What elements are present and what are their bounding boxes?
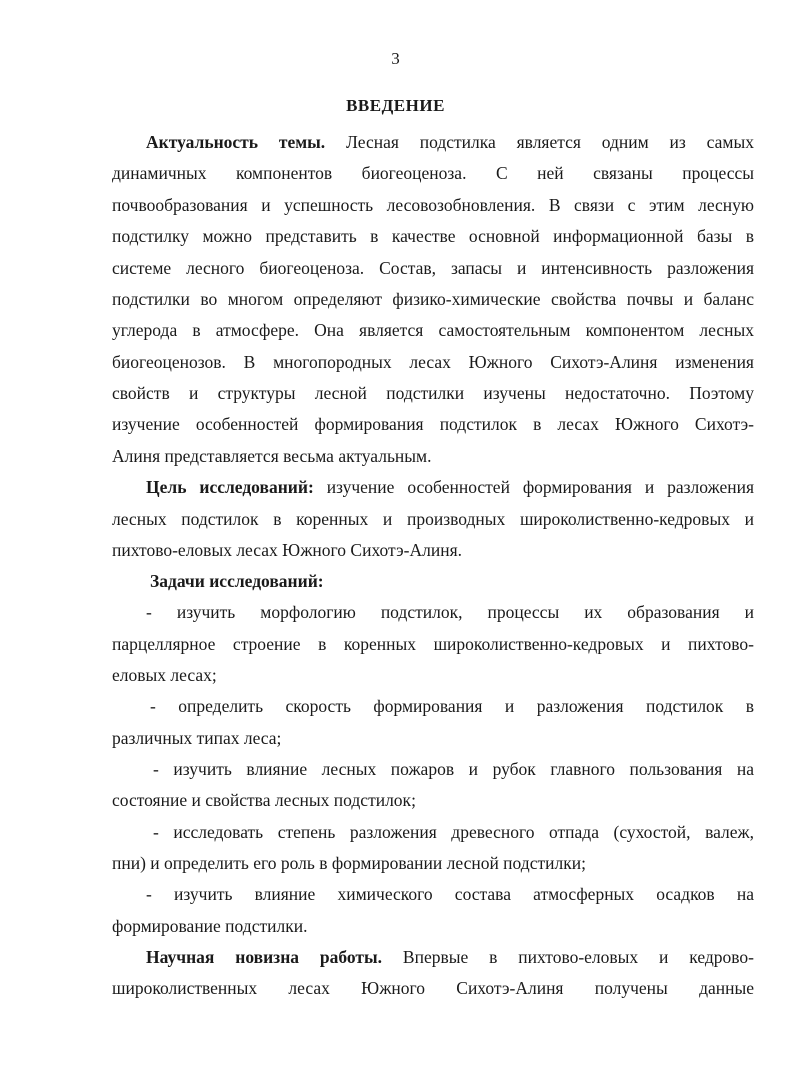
text-line	[112, 225, 754, 247]
line-text: изучение особенностей формирования и разложения	[313, 477, 754, 497]
text-line	[146, 601, 754, 623]
line-text: Алиня представляется весьма актуальным.	[112, 446, 432, 466]
line-text: пихтово-еловых лесах Южного Сихотэ-Алиня.	[112, 540, 462, 560]
text-line	[112, 727, 754, 749]
line-text: - исследовать степень разложения древесного отпада (сухостой, валеж,	[153, 822, 754, 842]
text-line	[112, 351, 754, 373]
page-title: ВВЕДЕНИЕ	[346, 96, 445, 115]
text-line	[112, 664, 754, 686]
line-text: - определить скорость формирования и разложения подстилок в	[150, 696, 754, 716]
line-lead: Актуальность темы.	[146, 132, 326, 152]
text-line	[112, 633, 754, 655]
text-line	[150, 695, 754, 717]
line-text: - изучить влияние химического состава атмосферных осадков на	[146, 884, 754, 904]
text-line	[146, 131, 754, 153]
page-number: 3	[391, 49, 400, 68]
text-line	[112, 445, 754, 467]
line-lead: Цель исследований:	[146, 477, 314, 497]
text-line	[153, 758, 754, 780]
text-line	[146, 883, 754, 905]
text-line	[112, 789, 754, 811]
text-line	[112, 162, 754, 184]
line-text: подстилки во многом определяют физико-химические свойства почвы и баланс	[112, 289, 754, 309]
line-text: изучение особенностей формирования подстилок в лесах Южного Сихотэ-	[112, 414, 754, 434]
text-line	[112, 194, 754, 216]
text-line	[112, 257, 754, 279]
line-text: Впервые в пихтово-еловых и кедрово-	[382, 947, 754, 967]
line-text: почвообразования и успешность лесовозобновления. В связи с этим лесную	[112, 195, 754, 215]
line-text: свойств и структуры лесной подстилки изучены недостаточно. Поэтому	[112, 383, 754, 403]
text-line	[112, 539, 754, 561]
text-line	[112, 915, 754, 937]
line-text: биогеоценозов. В многопородных лесах Южного Сихотэ-Алиня изменения	[112, 352, 754, 372]
text-line	[112, 508, 754, 530]
line-lead: Задачи исследований:	[150, 571, 324, 591]
line-text: - изучить морфологию подстилок, процессы их образования и	[146, 602, 754, 622]
text-line	[112, 413, 754, 435]
line-text: парцеллярное строение в коренных широколиственно-кедровых и пихтово-	[112, 634, 754, 654]
line-text: Лесная подстилка является одним из самых	[325, 132, 754, 152]
text-line	[146, 946, 754, 968]
text-line	[112, 382, 754, 404]
line-text: пни) и определить его роль в формировании лесной подстилки;	[112, 853, 586, 873]
line-text: состояние и свойства лесных подстилок;	[112, 790, 416, 810]
line-text: лесных подстилок в коренных и производных широколиственно-кедровых и	[112, 509, 754, 529]
line-text: широколиственных лесах Южного Сихотэ-Алиня получены данные	[112, 978, 754, 998]
text-line	[153, 821, 754, 843]
text-line	[112, 852, 754, 874]
text-line	[112, 319, 754, 341]
line-text: подстилку можно представить в качестве основной информационной базы в	[112, 226, 754, 246]
text-line	[112, 977, 754, 999]
line-text: динамичных компонентов биогеоценоза. С ней связаны процессы	[112, 163, 754, 183]
line-text: углерода в атмосфере. Она является самостоятельным компонентом лесных	[112, 320, 754, 340]
line-text: различных типах леса;	[112, 728, 282, 748]
text-line	[146, 476, 754, 498]
line-text: системе лесного биогеоценоза. Состав, запасы и интенсивность разложения	[112, 258, 754, 278]
line-lead: Научная новизна работы.	[146, 947, 383, 967]
text-line	[150, 570, 754, 592]
line-text: - изучить влияние лесных пожаров и рубок главного пользования на	[153, 759, 754, 779]
text-line	[112, 288, 754, 310]
line-text: еловых лесах;	[112, 665, 217, 685]
line-text: формирование подстилки.	[112, 916, 308, 936]
